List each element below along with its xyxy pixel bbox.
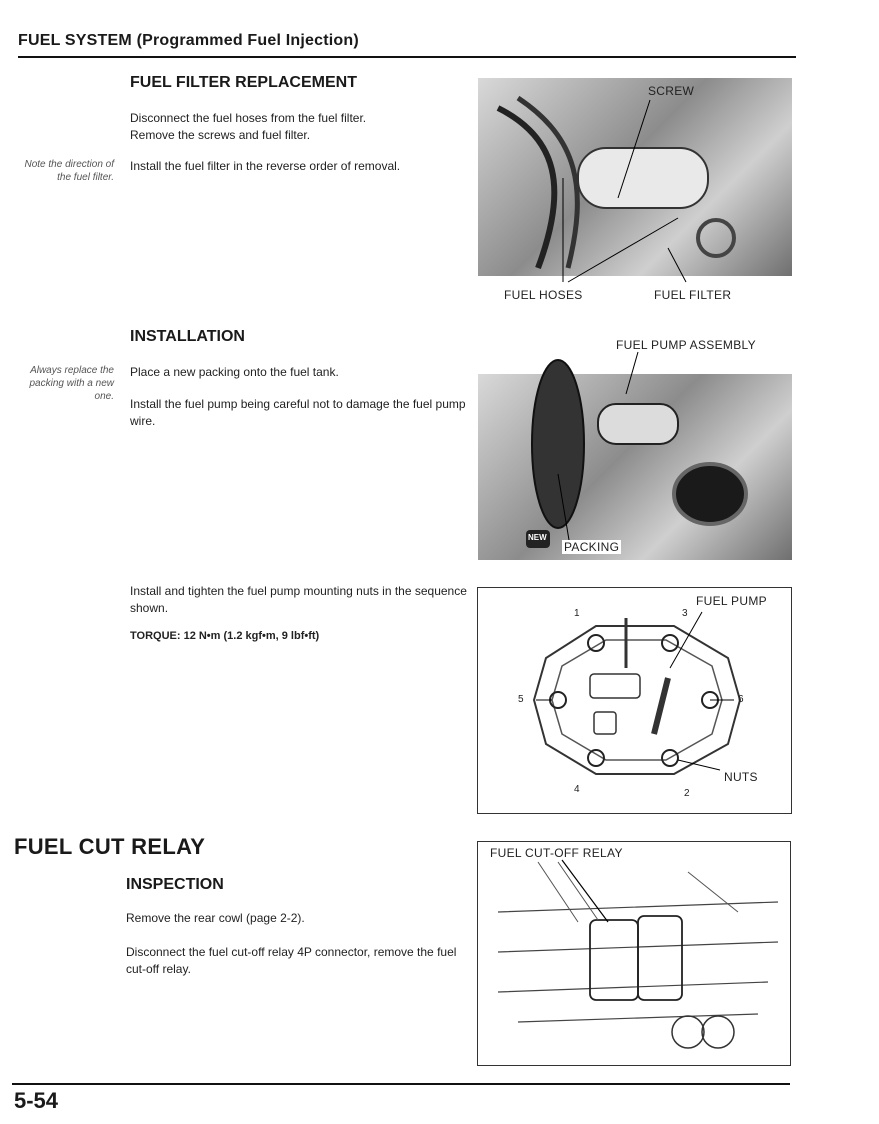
fuel-cut-off-relay-label: FUEL CUT-OFF RELAY [490, 846, 623, 860]
header-rule [18, 56, 796, 58]
fuel-pump-assembly-drawing [478, 334, 792, 560]
fuel-pump-assembly-label: FUEL PUMP ASSEMBLY [616, 338, 756, 352]
installation-step-3: Install and tighten the fuel pump mounting nuts in the sequence shown. [130, 584, 467, 615]
packing-label: PACKING [564, 540, 620, 554]
installation-heading: INSTALLATION [130, 328, 245, 345]
section-header-title: FUEL SYSTEM (Programmed Fuel Injection) [18, 32, 359, 49]
sequence-2: 2 [684, 788, 690, 799]
fuel-filter-step-2: Remove the screws and fuel filter. [130, 128, 311, 142]
fuel-filter-heading: FUEL FILTER REPLACEMENT [130, 74, 357, 91]
fuel-filter-figure [478, 78, 792, 304]
installation-step-2: Install the fuel pump being careful not to damage the fuel pump wire. [130, 397, 466, 428]
relay-drawing [478, 842, 792, 1067]
screw-label: SCREW [648, 84, 695, 98]
fuel-filter-label: FUEL FILTER [654, 288, 732, 302]
sequence-6: 6 [738, 694, 744, 705]
nuts-label: NUTS [724, 770, 758, 784]
fuel-filter-note: Note the direction of the fuel filter. [24, 159, 114, 183]
nut-sequence-figure [477, 587, 792, 814]
footer-rule [12, 1083, 790, 1085]
new-badge-text: NEW [528, 533, 547, 542]
sequence-1: 1 [574, 608, 580, 619]
fuel-cut-off-relay-figure [477, 841, 791, 1066]
fuel-filter-step-1: Disconnect the fuel hoses from the fuel filter. [130, 111, 367, 125]
fuel-filter-step-3: Install the fuel filter in the reverse order of removal. [130, 159, 401, 173]
relay-step-1: Remove the rear cowl (page 2-2). [126, 911, 305, 925]
fuel-filter-leader-lines [478, 78, 792, 304]
sequence-3: 3 [682, 608, 688, 619]
torque-spec: TORQUE: 12 N•m (1.2 kgf•m, 9 lbf•ft) [130, 630, 320, 642]
relay-step-2: Disconnect the fuel cut-off relay 4P connector, remove the fuel cut-off relay. [126, 945, 457, 976]
installation-step-1: Place a new packing onto the fuel tank. [130, 365, 339, 379]
sequence-4: 4 [574, 784, 580, 795]
fuel-hoses-label: FUEL HOSES [504, 288, 583, 302]
installation-note: Always replace the packing with a new one. [29, 365, 114, 402]
fuel-pump-assembly-figure [478, 334, 792, 560]
page-number: 5-54 [14, 1088, 59, 1113]
fuel-pump-label: FUEL PUMP [696, 594, 767, 608]
fuel-cut-relay-heading: FUEL CUT RELAY [14, 834, 206, 859]
sequence-5: 5 [518, 694, 524, 705]
inspection-heading: INSPECTION [126, 876, 224, 893]
